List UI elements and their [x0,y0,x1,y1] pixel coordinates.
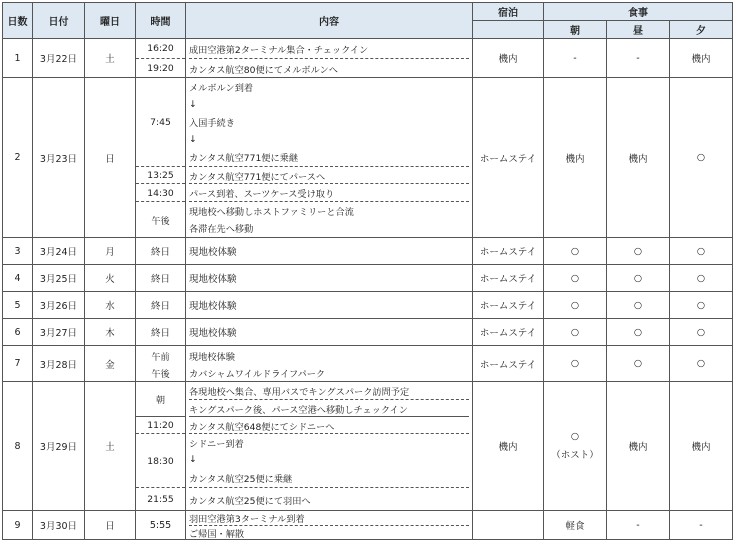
row-2-day: 2 [2,77,33,238]
header-breakfast: 朝 [543,20,607,39]
content-line: カバシャムワイルドライフパーク [189,368,326,380]
content-line: ↓ [189,99,197,110]
row-6-time: 終日 [135,318,186,346]
row-8-content [185,381,473,511]
row-9-date: 3月30日 [32,510,85,540]
content-line: カンタス航空771便に乗継 [189,153,299,164]
time-entry: 19:20 [136,58,185,78]
row-4-content: 現地校体験 [185,264,473,292]
itinerary-table [2,2,733,540]
breakfast-mark: ○ [570,431,580,442]
row-4-stay: ホームステイ [472,264,544,292]
row-6-dinner: ○ [669,318,733,346]
row-6-weekday: 木 [84,318,136,346]
row-5-time: 終日 [135,291,186,319]
time-entry: 11:20 [136,416,185,434]
row-5-breakfast: ○ [543,291,607,319]
time-entry: 7:45 [150,116,171,128]
content-line: カンタス航空25便にて羽田へ [189,487,469,511]
row-8-breakfast [543,381,607,511]
row-8-stay: 機内 [472,381,544,511]
row-3-weekday: 月 [84,237,136,265]
row-4-day: 4 [2,264,33,292]
row-1-time [135,38,186,78]
content-line: カンタス航空25便に乗継 [189,473,293,485]
row-9-stay [472,510,544,540]
time-entry: 14:30 [136,183,185,202]
time-entry: 午後 [151,368,170,380]
row-7-dinner: ○ [669,345,733,382]
content-line: キングスパーク後、パース空港へ移動しチェックイン [189,399,469,417]
content-line: シドニー到着 [189,433,469,452]
time-entry: 朝 [155,395,166,406]
row-9-content [185,510,473,540]
header-dinner: 夕 [669,20,733,39]
header-meals: 食事 [543,2,733,21]
header-weekday: 曜日 [84,2,136,39]
row-2-weekday: 日 [84,77,136,238]
row-1-day: 1 [2,38,33,78]
row-5-weekday: 水 [84,291,136,319]
row-2-stay: ホームステイ [472,77,544,238]
row-1-weekday: 土 [84,38,136,78]
time-entry: 18:30 [136,433,185,488]
row-8-day: 8 [2,381,33,511]
row-7-date: 3月28日 [32,345,85,382]
row-7-weekday: 金 [84,345,136,382]
content-line: 羽田空港第3ターミナル到着 [189,514,305,525]
row-9-day: 9 [2,510,33,540]
row-7-content [185,345,473,382]
row-2-content [185,77,473,238]
row-9-time: 5:55 [135,510,186,540]
row-7-day: 7 [2,345,33,382]
row-6-date: 3月27日 [32,318,85,346]
row-2-date: 3月23日 [32,77,85,238]
row-9-dinner: - [669,510,733,540]
content-line: カンタス航空80便にてメルボルンへ [189,58,469,78]
content-line: 成田空港第2ターミナル集合・チェックイン [189,44,369,56]
row-1-dinner: 機内 [669,38,733,78]
row-9-lunch: - [606,510,670,540]
row-7-stay: ホームステイ [472,345,544,382]
content-line: メルボルン到着 [189,83,254,94]
header-stay: 宿泊 [472,2,544,21]
row-5-day: 5 [2,291,33,319]
row-4-weekday: 火 [84,264,136,292]
content-line: カンタス航空771便にてパースへ [189,166,469,184]
time-entry: 21:55 [136,487,185,511]
header-day: 日数 [2,2,33,39]
row-6-stay: ホームステイ [472,318,544,346]
row-8-dinner: 機内 [669,381,733,511]
header-lunch: 昼 [606,20,670,39]
row-3-stay: ホームステイ [472,237,544,265]
row-4-dinner: ○ [669,264,733,292]
row-4-breakfast: ○ [543,264,607,292]
row-5-lunch: ○ [606,291,670,319]
row-5-date: 3月26日 [32,291,85,319]
row-8-lunch: 機内 [606,381,670,511]
content-line: ↓ [189,134,197,145]
row-4-date: 3月25日 [32,264,85,292]
row-1-lunch: - [606,38,670,78]
row-7-breakfast: ○ [543,345,607,382]
row-3-dinner: ○ [669,237,733,265]
row-9-breakfast: 軽食 [543,510,607,540]
content-line: 現地校へ移動しホストファミリーと合流 [189,201,469,220]
row-2-dinner: ○ [669,77,733,238]
row-1-stay: 機内 [472,38,544,78]
row-2-breakfast: 機内 [543,77,607,238]
content-line: 各現地校へ集合、専用バスでキングスパーク訪問予定 [189,386,410,398]
content-line: 現地校体験 [189,351,235,363]
time-entry: 16:20 [147,43,174,54]
row-4-lunch: ○ [606,264,670,292]
row-1-breakfast: - [543,38,607,78]
row-3-content: 現地校体験 [185,237,473,265]
content-line: ↓ [189,454,197,465]
row-1-content [185,38,473,78]
row-3-day: 3 [2,237,33,265]
row-6-breakfast: ○ [543,318,607,346]
header-date: 日付 [32,2,85,39]
row-8-date: 3月29日 [32,381,85,511]
row-2-lunch: 機内 [606,77,670,238]
content-line: パース到着、スーツケース受け取り [189,183,469,202]
row-7-lunch: ○ [606,345,670,382]
row-3-breakfast: ○ [543,237,607,265]
content-line: 各滞在先へ移動 [189,224,254,235]
row-6-content: 現地校体験 [185,318,473,346]
row-3-date: 3月24日 [32,237,85,265]
content-line: 入国手続き [189,118,235,129]
row-5-content: 現地校体験 [185,291,473,319]
time-entry: 13:25 [136,166,185,184]
content-line: カンタス航空648便にてシドニーへ [189,416,469,434]
row-4-time: 終日 [135,264,186,292]
row-3-time: 終日 [135,237,186,265]
time-entry: 午前 [151,351,170,363]
row-1-date: 3月22日 [32,38,85,78]
row-3-lunch: ○ [606,237,670,265]
header-time: 時間 [135,2,186,39]
row-5-dinner: ○ [669,291,733,319]
time-entry: 午後 [136,201,185,238]
row-8-time [135,381,186,511]
header-content: 内容 [185,2,473,39]
row-7-time [135,345,186,382]
breakfast-note: （ホスト） [551,450,599,461]
row-2-time [135,77,186,238]
row-5-stay: ホームステイ [472,291,544,319]
row-9-weekday: 日 [84,510,136,540]
row-6-day: 6 [2,318,33,346]
header-stay-blank [472,20,544,39]
row-8-weekday: 土 [84,381,136,511]
content-line: ご帰国・解散 [189,525,469,540]
row-6-lunch: ○ [606,318,670,346]
